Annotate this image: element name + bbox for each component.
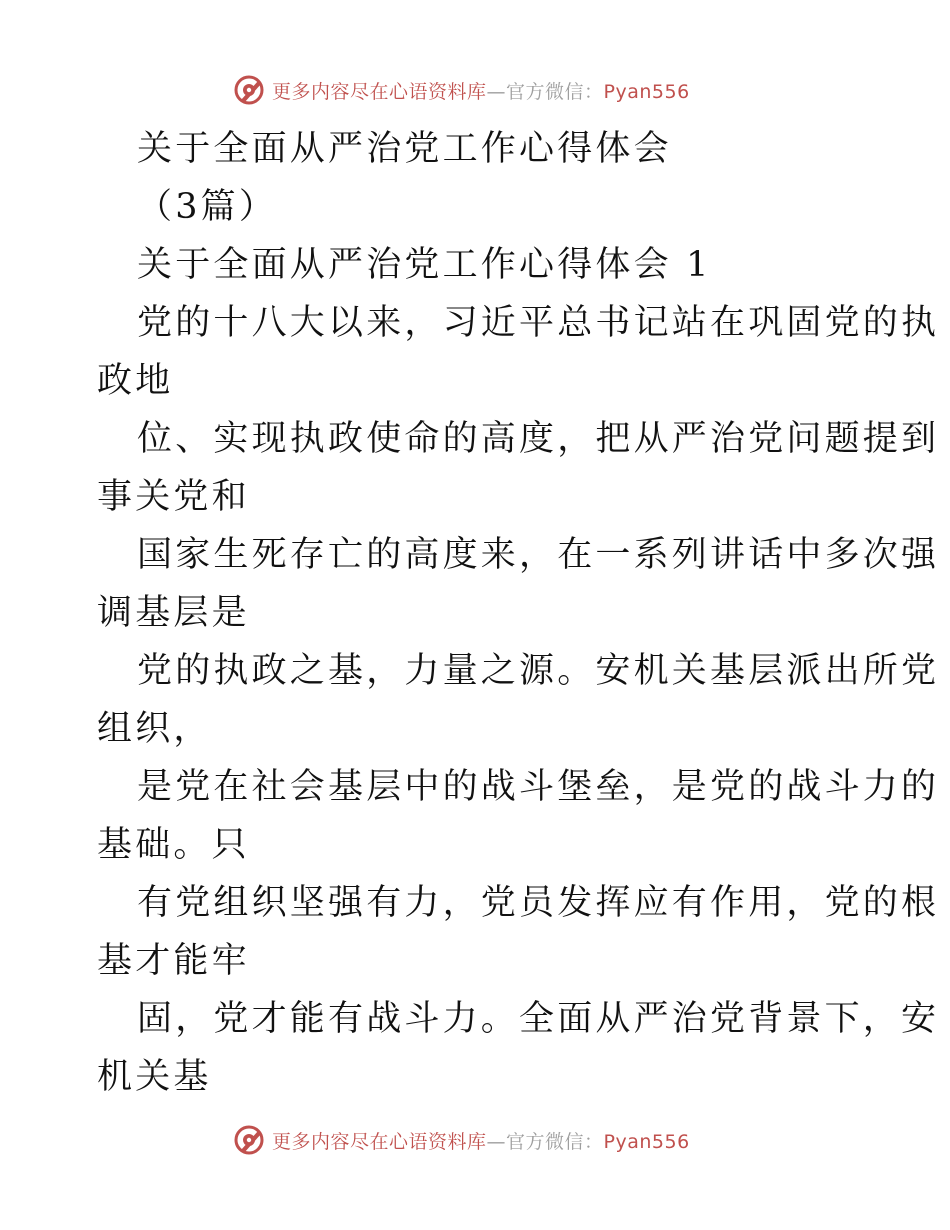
text-line: 国家生死存亡的高度来，在一系列讲话中多次强 [137, 535, 940, 575]
banner-slogan: 更多内容尽在心语资料库 [272, 1130, 487, 1153]
banner-text [272, 1127, 690, 1154]
text-line: 位、实现执政使命的高度，把从严治党问题提到 [137, 419, 940, 459]
banner-wechat-label: 官方微信： [506, 80, 604, 103]
text-line: 固，党才能有战斗力。全面从严治党背景下，安 [137, 999, 940, 1039]
pen-logo-icon [232, 73, 266, 107]
banner-wechat-label: 官方微信： [506, 1130, 604, 1153]
document-subtitle: （3篇） [137, 187, 278, 227]
text-line: 基础。只 [97, 825, 250, 865]
header-banner [232, 72, 690, 108]
document-title: 关于全面从严治党工作心得体会 [137, 129, 672, 169]
banner-text [272, 77, 690, 104]
banner-wechat-id: Pyan556 [603, 1130, 690, 1153]
text-line: 基才能牢 [97, 941, 250, 981]
text-line: 党的十八大以来，习近平总书记站在巩固党的执 [137, 303, 940, 343]
banner-dash: — [486, 1130, 507, 1153]
text-line: 有党组织坚强有力，党员发挥应有作用，党的根 [137, 883, 940, 923]
section-heading: 关于全面从严治党工作心得体会 1 [137, 245, 712, 285]
banner-wechat-id: Pyan556 [603, 80, 690, 103]
text-line: 政地 [97, 361, 174, 401]
text-line: 调基层是 [97, 593, 250, 633]
text-line: 党的执政之基，力量之源。安机关基层派出所党 [137, 651, 940, 691]
text-line: 机关基 [97, 1057, 212, 1097]
footer-banner [232, 1122, 690, 1158]
text-line: 组织， [97, 709, 212, 749]
document-body [97, 120, 940, 1106]
pen-logo-icon [232, 1123, 266, 1157]
banner-slogan: 更多内容尽在心语资料库 [272, 80, 487, 103]
banner-dash: — [486, 80, 507, 103]
text-line: 事关党和 [97, 477, 250, 517]
text-line: 是党在社会基层中的战斗堡垒，是党的战斗力的 [137, 767, 940, 807]
